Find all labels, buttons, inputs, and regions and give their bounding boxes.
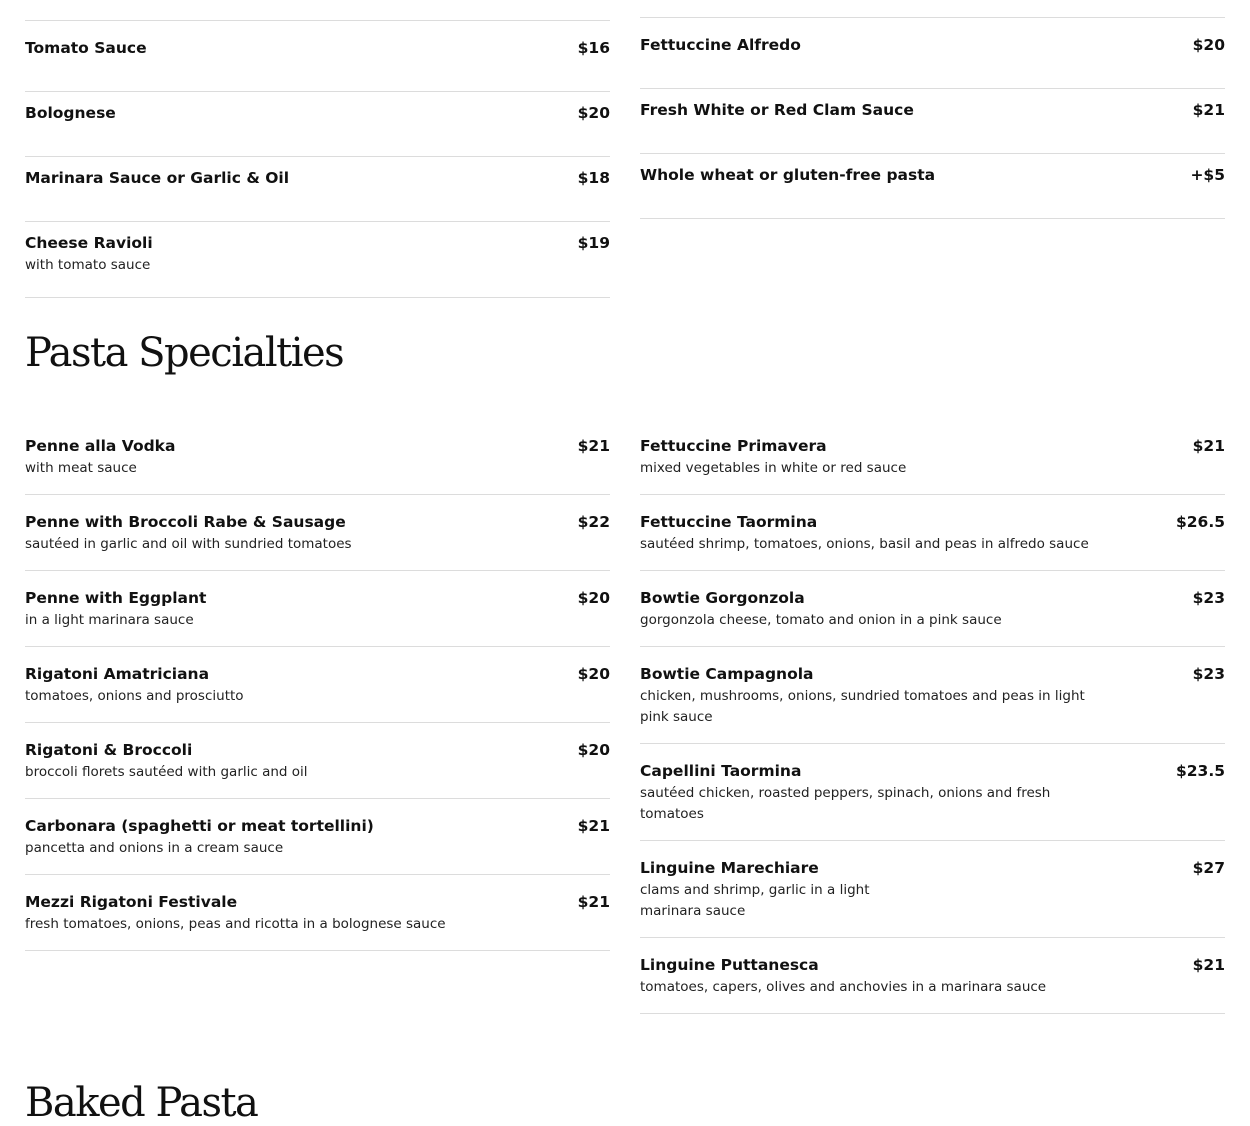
menu-item[interactable] (640, 587, 1225, 647)
menu-item-price: $23 (1192, 589, 1225, 607)
menu-item-price: $21 (1192, 101, 1225, 119)
menu-item-price: $20 (577, 665, 610, 683)
menu-item-name: Carbonara (spaghetti or meat tortellini) (25, 817, 374, 835)
menu-item[interactable] (640, 857, 1225, 938)
menu-item-name: Fresh White or Red Clam Sauce (640, 101, 914, 119)
menu-item-description: sautéed chicken, roasted peppers, spinach, onions and fresh tomatoes (640, 785, 1051, 822)
menu-item-price: $23 (1192, 665, 1225, 683)
menu-item-name: Penne alla Vodka (25, 437, 176, 455)
menu-item[interactable] (640, 760, 1225, 841)
menu-item-price: $26.5 (1175, 513, 1225, 531)
menu-item-description: mixed vegetables in white or red sauce (640, 460, 907, 476)
menu-item[interactable] (640, 34, 1225, 89)
menu-item-description: gorgonzola cheese, tomato and onion in a pink sauce (640, 612, 1002, 628)
menu-item-price: $20 (1192, 36, 1225, 54)
menu-item-name: Mezzi Rigatoni Festivale (25, 893, 238, 911)
menu-item-description: clams and shrimp, garlic in a light marinara sauce (640, 882, 870, 919)
menu-item-name: Bolognese (25, 104, 116, 122)
menu-item[interactable] (640, 435, 1225, 495)
menu-item[interactable] (25, 815, 610, 875)
menu-item-name: Linguine Puttanesca (640, 956, 819, 974)
menu-item[interactable] (25, 739, 610, 799)
menu-item[interactable] (25, 37, 610, 92)
menu-item[interactable] (25, 167, 610, 222)
menu-item-price: $27 (1192, 859, 1225, 877)
menu-item-price: $21 (577, 817, 610, 835)
menu-item-price: $19 (577, 234, 610, 252)
menu-item[interactable] (25, 587, 610, 647)
menu-item[interactable] (25, 435, 610, 495)
menu-item-description: tomatoes, capers, olives and anchovies in a marinara sauce (640, 979, 1047, 995)
menu-item-price: $20 (577, 741, 610, 759)
menu-item-price: $16 (577, 39, 610, 57)
menu-item-name: Fettuccine Primavera (640, 437, 827, 455)
menu-item[interactable] (25, 511, 610, 571)
menu-item-price: $21 (1192, 956, 1225, 974)
menu-item-price: $21 (577, 437, 610, 455)
menu-item-name: Bowtie Gorgonzola (640, 589, 805, 607)
menu-item-description: pancetta and onions in a cream sauce (25, 840, 284, 856)
menu-item-name: Capellini Taormina (640, 762, 802, 780)
menu-item-name: Rigatoni & Broccoli (25, 741, 193, 759)
divider (640, 17, 1225, 18)
menu-item-price: +$5 (1190, 166, 1225, 184)
menu-item-description: broccoli florets sautéed with garlic and oil (25, 764, 308, 780)
menu-item[interactable] (25, 891, 610, 951)
menu-item-name: Tomato Sauce (25, 39, 147, 57)
top-left-menu-list (25, 37, 610, 298)
menu-item-name: Bowtie Campagnola (640, 665, 814, 683)
menu-item-name: Penne with Eggplant (25, 589, 207, 607)
menu-item[interactable] (640, 99, 1225, 154)
menu-item[interactable] (640, 954, 1225, 1014)
menu-item-price: $20 (577, 589, 610, 607)
menu-item-description: sautéed shrimp, tomatoes, onions, basil and peas in alfredo sauce (640, 536, 1089, 552)
menu-item-price: $18 (577, 169, 610, 187)
menu-item-price: $21 (577, 893, 610, 911)
menu-item-name: Linguine Marechiare (640, 859, 819, 877)
menu-item-price: $20 (577, 104, 610, 122)
menu-item-description: tomatoes, onions and prosciutto (25, 688, 244, 704)
menu-item-name: Penne with Broccoli Rabe & Sausage (25, 513, 346, 531)
divider (25, 20, 610, 21)
menu-item-description: sautéed in garlic and oil with sundried tomatoes (25, 536, 352, 552)
menu-item-price: $21 (1192, 437, 1225, 455)
menu-item-price: $22 (577, 513, 610, 531)
menu-item[interactable] (25, 232, 610, 298)
menu-item[interactable] (640, 663, 1225, 744)
menu-item[interactable] (640, 511, 1225, 571)
menu-item-description: with meat sauce (25, 460, 137, 476)
section-title-pasta-specialties: Pasta Specialties (25, 330, 344, 376)
menu-item[interactable] (640, 164, 1225, 219)
menu-item[interactable] (25, 663, 610, 723)
menu-item-name: Rigatoni Amatriciana (25, 665, 210, 683)
pasta-specialties-right-list (640, 435, 1225, 1014)
menu-item-price: $23.5 (1175, 762, 1225, 780)
menu-item-description: in a light marinara sauce (25, 612, 194, 628)
menu-item-name: Fettuccine Alfredo (640, 36, 801, 54)
section-title-baked-pasta: Baked Pasta (25, 1080, 258, 1126)
menu-item[interactable] (25, 102, 610, 157)
menu-item-description: with tomato sauce (25, 257, 151, 273)
menu-item-name: Whole wheat or gluten-free pasta (640, 166, 936, 184)
menu-item-description: fresh tomatoes, onions, peas and ricotta in a bolognese sauce (25, 916, 446, 932)
menu-item-description: chicken, mushrooms, onions, sundried tomatoes and peas in light pink sauce (640, 688, 1085, 725)
menu-item-name: Fettuccine Taormina (640, 513, 818, 531)
menu-item-name: Cheese Ravioli (25, 234, 153, 252)
menu-item-name: Marinara Sauce or Garlic & Oil (25, 169, 290, 187)
pasta-specialties-left-list (25, 435, 610, 951)
top-right-menu-list (640, 34, 1225, 219)
